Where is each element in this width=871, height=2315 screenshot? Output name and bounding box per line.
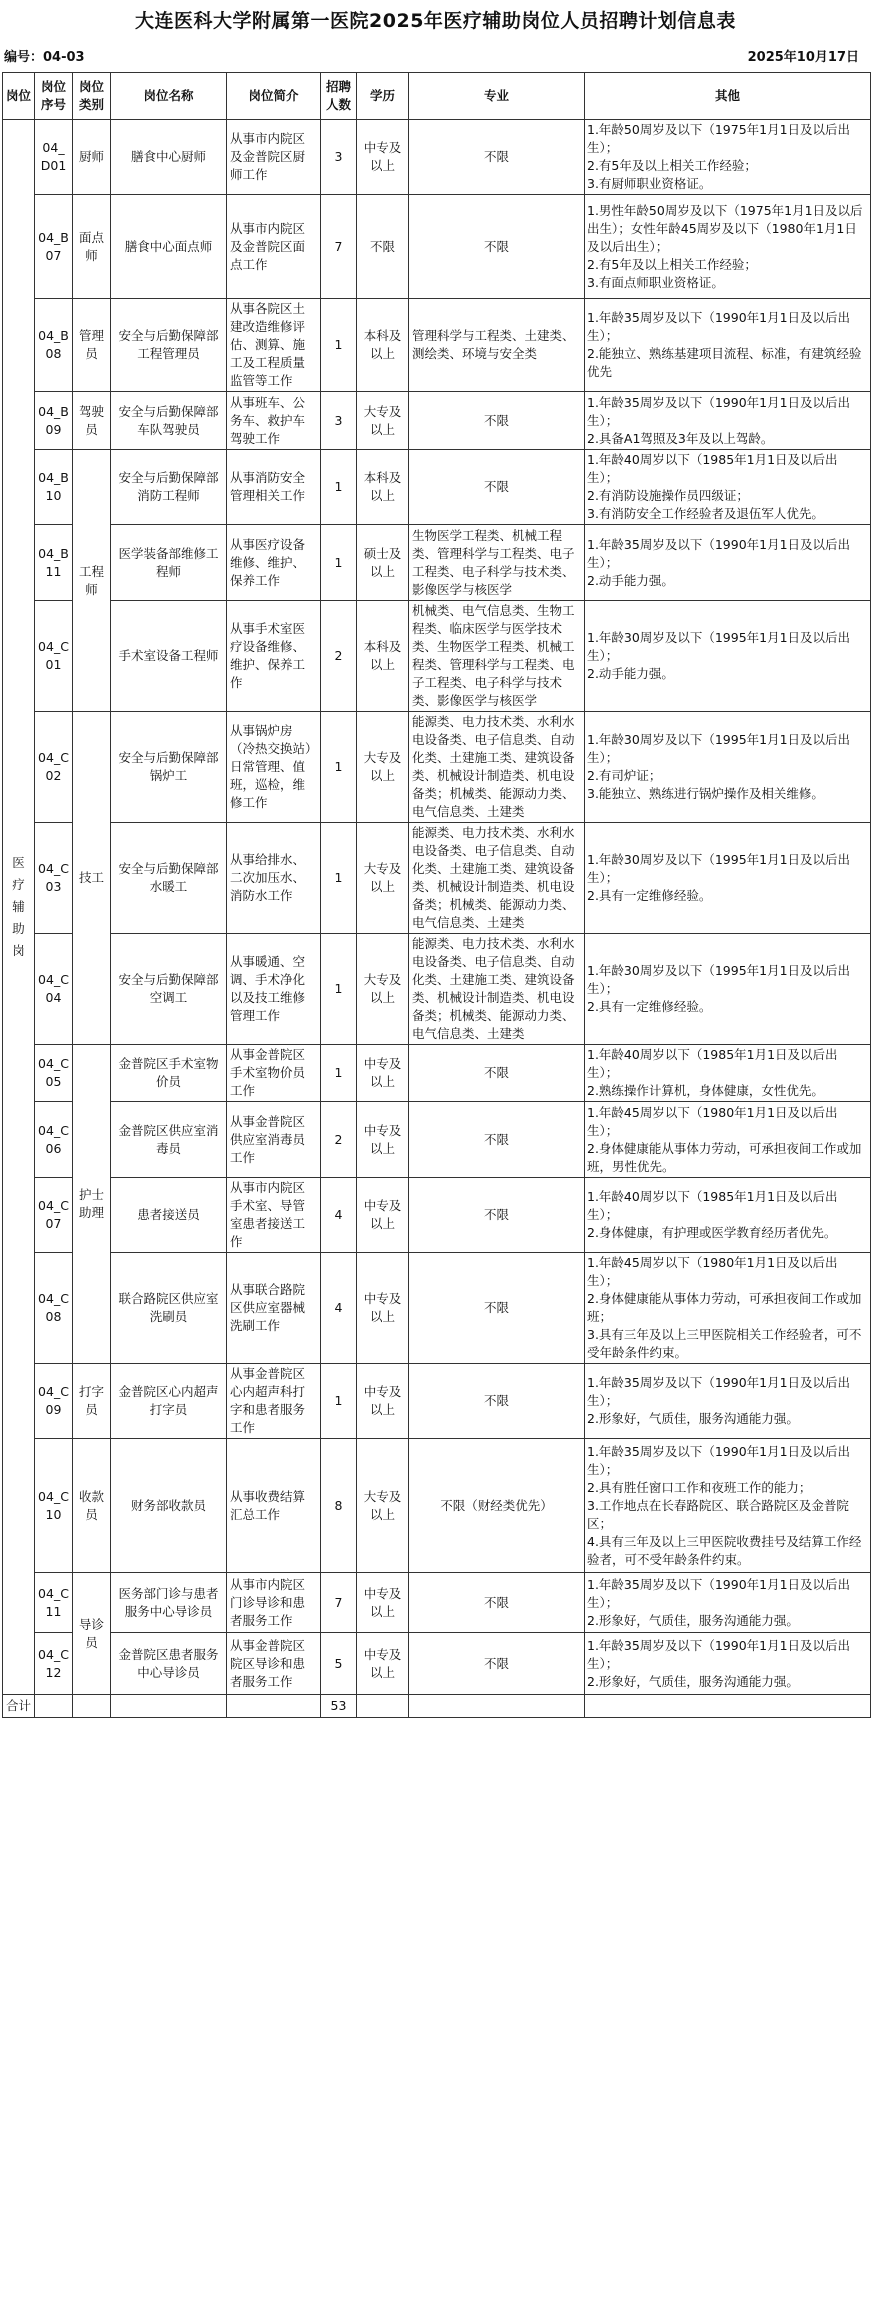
other-cell xyxy=(585,712,871,823)
page-title: 大连医科大学附属第一医院2025年医疗辅助岗位人员招聘计划信息表 xyxy=(135,10,736,32)
requirement-line: 2.有司炉证； xyxy=(587,768,662,783)
table-row xyxy=(3,1045,871,1102)
header-major: 专业 xyxy=(409,73,585,120)
table-row xyxy=(3,392,871,450)
num-cell: 1 xyxy=(321,712,357,823)
edu-cell: 中专及以上 xyxy=(357,1253,409,1364)
seq-cell: 04_C03 xyxy=(35,823,73,934)
category-cell: 收款员 xyxy=(73,1439,111,1573)
name-cell: 财务部收款员 xyxy=(111,1439,227,1573)
category-cell: 护士助理 xyxy=(73,1045,111,1364)
major-cell: 不限 xyxy=(409,450,585,525)
name-cell: 安全与后勤保障部水暖工 xyxy=(111,823,227,934)
table-row xyxy=(3,525,871,601)
category-cell: 面点师 xyxy=(73,195,111,299)
other-cell xyxy=(585,823,871,934)
num-cell: 1 xyxy=(321,823,357,934)
category-cell: 导诊员 xyxy=(73,1573,111,1695)
total-label: 合计 xyxy=(3,1695,35,1718)
requirement-line: 2.形象好，气质佳，服务沟通能力强。 xyxy=(587,1411,799,1426)
name-cell: 膳食中心厨师 xyxy=(111,120,227,195)
edu-cell: 大专及以上 xyxy=(357,934,409,1045)
intro-cell: 从事金普院区供应室消毒员工作 xyxy=(227,1102,321,1178)
edu-cell: 本科及以上 xyxy=(357,601,409,712)
seq-cell: 04_C06 xyxy=(35,1102,73,1178)
requirement-line: 1.年龄35周岁及以下（1990年1月1日及以后出生）； xyxy=(587,394,851,428)
major-cell: 机械类、电气信息类、生物工程类、临床医学与医学技术类、生物医学工程类、机械工程类、管理科学与工程类、电子工程类、电子科学与技术类、影像医学与核医学 xyxy=(409,601,585,712)
requirement-line: 3.工作地点在长春路院区、联合路院区及金普院区； xyxy=(587,1497,849,1531)
name-cell: 金普院区手术室物价员 xyxy=(111,1045,227,1102)
num-cell: 5 xyxy=(321,1633,357,1695)
other-cell xyxy=(585,1178,871,1253)
major-cell: 不限 xyxy=(409,1253,585,1364)
requirement-line: 3.具有三年及以上三甲医院相关工作经验者，可不受年龄条件约束。 xyxy=(587,1327,862,1360)
seq-cell: 04_C01 xyxy=(35,601,73,712)
other-cell xyxy=(585,1253,871,1364)
other-cell xyxy=(585,450,871,525)
major-cell: 能源类、电力技术类、水利水电设备类、电子信息类、自动化类、土建施工类、建筑设备类、机械设计制造类、机电设备类；机械类、能源动力类、电气信息类、土建类 xyxy=(409,712,585,823)
requirement-line: 2.形象好，气质佳，服务沟通能力强。 xyxy=(587,1673,799,1689)
edu-cell: 中专及以上 xyxy=(357,1102,409,1178)
total-num: 53 xyxy=(321,1695,357,1718)
major-cell: 不限 xyxy=(409,1102,585,1178)
intro-cell: 从事收费结算汇总工作 xyxy=(227,1439,321,1573)
name-cell: 安全与后勤保障部车队驾驶员 xyxy=(111,392,227,450)
requirement-line: 1.年龄40周岁以下（1985年1月1日及以后出生）； xyxy=(587,1189,838,1222)
table-row xyxy=(3,1253,871,1364)
empty-cell xyxy=(111,1695,227,1718)
name-cell: 手术室设备工程师 xyxy=(111,601,227,712)
num-cell: 3 xyxy=(321,392,357,450)
num-cell: 4 xyxy=(321,1178,357,1253)
num-cell: 2 xyxy=(321,1102,357,1178)
num-cell: 1 xyxy=(321,934,357,1045)
edu-cell: 中专及以上 xyxy=(357,1364,409,1439)
header-other: 其他 xyxy=(585,73,871,120)
header-intro: 岗位简介 xyxy=(227,73,321,120)
requirement-line: 3.能独立、熟练进行锅炉操作及相关维修。 xyxy=(587,786,824,801)
requirement-line: 2.具有胜任窗口工作和夜班工作的能力； xyxy=(587,1479,812,1495)
other-cell xyxy=(585,1045,871,1102)
edu-cell: 本科及以上 xyxy=(357,450,409,525)
edu-cell: 大专及以上 xyxy=(357,392,409,450)
seq-cell: 04_C09 xyxy=(35,1364,73,1439)
num-cell: 3 xyxy=(321,120,357,195)
intro-cell: 从事联合路院区供应室器械洗刷工作 xyxy=(227,1253,321,1364)
table-row xyxy=(3,823,871,934)
header-edu: 学历 xyxy=(357,73,409,120)
table-row xyxy=(3,712,871,823)
requirement-line: 2.有5年及以上相关工作经验； xyxy=(587,158,757,173)
other-cell xyxy=(585,299,871,392)
requirement-line: 1.年龄35周岁及以下（1990年1月1日及以后出生）； xyxy=(587,1375,851,1408)
requirement-line: 1.年龄35周岁及以下（1990年1月1日及以后出生）； xyxy=(587,1443,851,1477)
table-row xyxy=(3,120,871,195)
seq-cell: 04_D01 xyxy=(35,120,73,195)
requirement-line: 2.身体健康，有护理或医学教育经历者优先。 xyxy=(587,1225,837,1240)
intro-cell: 从事市内院区及金普院区厨师工作 xyxy=(227,120,321,195)
name-cell: 金普院区患者服务中心导诊员 xyxy=(111,1633,227,1695)
header-num: 招聘人数 xyxy=(321,73,357,120)
table-row xyxy=(3,195,871,299)
table-row xyxy=(3,450,871,525)
major-cell: 能源类、电力技术类、水利水电设备类、电子信息类、自动化类、土建施工类、建筑设备类、机械设计制造类、机电设备类；机械类、能源动力类、电气信息类、土建类 xyxy=(409,934,585,1045)
empty-cell xyxy=(357,1695,409,1718)
other-cell xyxy=(585,120,871,195)
requirement-line: 1.年龄50周岁及以下（1975年1月1日及以后出生）； xyxy=(587,122,851,155)
table-row xyxy=(3,934,871,1045)
requirement-line: 1.年龄35周岁及以下（1990年1月1日及以后出生）； xyxy=(587,1576,851,1610)
num-cell: 1 xyxy=(321,450,357,525)
category-cell: 打字员 xyxy=(73,1364,111,1439)
group-cell xyxy=(3,120,35,1695)
intro-cell: 从事金普院区手术室物价员工作 xyxy=(227,1045,321,1102)
empty-cell xyxy=(227,1695,321,1718)
edu-cell: 大专及以上 xyxy=(357,823,409,934)
num-cell: 1 xyxy=(321,525,357,601)
name-cell: 医学装备部维修工程师 xyxy=(111,525,227,601)
category-cell: 驾驶员 xyxy=(73,392,111,450)
edu-cell: 本科及以上 xyxy=(357,299,409,392)
category-cell: 管理员 xyxy=(73,299,111,392)
requirement-line: 1.年龄30周岁及以下（1995年1月1日及以后出生）； xyxy=(587,732,851,765)
requirement-line: 1.年龄35周岁及以下（1990年1月1日及以后出生）； xyxy=(587,1637,851,1671)
intro-cell: 从事市内院区门诊导诊和患者服务工作 xyxy=(227,1573,321,1633)
recruitment-table xyxy=(2,72,871,1718)
major-cell: 不限 xyxy=(409,1364,585,1439)
intro-cell: 从事各院区土建改造维修评估、测算、施工及工程质量监管等工作 xyxy=(227,299,321,392)
header-cat: 岗位类别 xyxy=(73,73,111,120)
num-cell: 7 xyxy=(321,195,357,299)
seq-cell: 04_C08 xyxy=(35,1253,73,1364)
edu-cell: 中专及以上 xyxy=(357,1633,409,1695)
intro-cell: 从事锅炉房（冷热交换站）日常管理、值班，巡检，维修工作 xyxy=(227,712,321,823)
name-cell: 联合路院区供应室洗刷员 xyxy=(111,1253,227,1364)
intro-cell: 从事市内院区手术室、导管室患者接送工作 xyxy=(227,1178,321,1253)
edu-cell: 硕士及以上 xyxy=(357,525,409,601)
edu-cell: 大专及以上 xyxy=(357,712,409,823)
requirement-line: 2.能独立、熟练基建项目流程、标准，有建筑经验优先 xyxy=(587,346,862,379)
category-cell: 技工 xyxy=(73,712,111,1045)
seq-cell: 04_B11 xyxy=(35,525,73,601)
requirement-line: 3.有消防安全工作经验者及退伍军人优先。 xyxy=(587,506,824,521)
other-cell xyxy=(585,1102,871,1178)
num-cell: 7 xyxy=(321,1573,357,1633)
seq-cell: 04_C07 xyxy=(35,1178,73,1253)
major-cell: 不限 xyxy=(409,120,585,195)
group-label: 医疗辅助岗 xyxy=(12,855,25,958)
requirement-line: 1.男性年龄50周岁及以下（1975年1月1日及以后出生）；女性年龄45周岁及以下（1980年1月1日及以后出生）； xyxy=(587,202,863,254)
major-cell: 管理科学与工程类、土建类、测绘类、环境与安全类 xyxy=(409,299,585,392)
intro-cell: 从事给排水、二次加压水、消防水工作 xyxy=(227,823,321,934)
name-cell: 金普院区供应室消毒员 xyxy=(111,1102,227,1178)
doc-date: 2025年10月17日 xyxy=(747,50,859,65)
category-cell: 厨师 xyxy=(73,120,111,195)
requirement-line: 1.年龄45周岁以下（1980年1月1日及以后出生）； xyxy=(587,1104,838,1138)
name-cell: 安全与后勤保障部工程管理员 xyxy=(111,299,227,392)
major-cell: 生物医学工程类、机械工程类、管理科学与工程类、电子工程类、电子科学与技术类、影像医学与核医学 xyxy=(409,525,585,601)
requirement-line: 2.动手能力强。 xyxy=(587,572,674,588)
name-cell: 膳食中心面点师 xyxy=(111,195,227,299)
edu-cell: 中专及以上 xyxy=(357,1045,409,1102)
intro-cell: 从事消防安全管理相关工作 xyxy=(227,450,321,525)
seq-cell: 04_B08 xyxy=(35,299,73,392)
edu-cell: 中专及以上 xyxy=(357,1573,409,1633)
total-row xyxy=(3,1695,871,1718)
other-cell xyxy=(585,1439,871,1573)
header-row xyxy=(3,73,871,120)
intro-cell: 从事市内院区及金普院区面点工作 xyxy=(227,195,321,299)
requirement-line: 1.年龄40周岁以下（1985年1月1日及以后出生）； xyxy=(587,452,838,485)
requirement-line: 2.形象好，气质佳，服务沟通能力强。 xyxy=(587,1612,799,1628)
seq-cell: 04_C11 xyxy=(35,1573,73,1633)
num-cell: 4 xyxy=(321,1253,357,1364)
major-cell: 不限（财经类优先） xyxy=(409,1439,585,1573)
requirement-line: 2.具备A1驾照及3年及以上驾龄。 xyxy=(587,430,774,446)
table-row xyxy=(3,1102,871,1178)
major-cell: 不限 xyxy=(409,1045,585,1102)
num-cell: 8 xyxy=(321,1439,357,1573)
seq-cell: 04_B10 xyxy=(35,450,73,525)
other-cell xyxy=(585,525,871,601)
edu-cell: 中专及以上 xyxy=(357,120,409,195)
requirement-line: 1.年龄35周岁及以下（1990年1月1日及以后出生）； xyxy=(587,310,851,343)
major-cell: 不限 xyxy=(409,1573,585,1633)
table-row xyxy=(3,1178,871,1253)
requirement-line: 3.有面点师职业资格证。 xyxy=(587,274,724,290)
doc-number: 编号：04-03 xyxy=(4,50,85,65)
table-row xyxy=(3,1439,871,1573)
major-cell: 不限 xyxy=(409,392,585,450)
seq-cell: 04_C05 xyxy=(35,1045,73,1102)
major-cell: 能源类、电力技术类、水利水电设备类、电子信息类、自动化类、土建施工类、建筑设备类、机械设计制造类、机电设备类；机械类、能源动力类、电气信息类、土建类 xyxy=(409,823,585,934)
major-cell: 不限 xyxy=(409,1633,585,1695)
other-cell xyxy=(585,601,871,712)
header-gw: 岗位 xyxy=(3,73,35,120)
table-row xyxy=(3,1633,871,1695)
table-row xyxy=(3,1573,871,1633)
seq-cell: 04_B07 xyxy=(35,195,73,299)
intro-cell: 从事金普院区心内超声科打字和患者服务工作 xyxy=(227,1364,321,1439)
table-row xyxy=(3,299,871,392)
requirement-line: 1.年龄40周岁以下（1985年1月1日及以后出生）； xyxy=(587,1047,838,1080)
requirement-line: 1.年龄35周岁及以下（1990年1月1日及以后出生）； xyxy=(587,536,851,570)
edu-cell: 不限 xyxy=(357,195,409,299)
table-row xyxy=(3,1364,871,1439)
num-cell: 1 xyxy=(321,299,357,392)
other-cell xyxy=(585,195,871,299)
num-cell: 1 xyxy=(321,1045,357,1102)
name-cell: 患者接送员 xyxy=(111,1178,227,1253)
empty-cell xyxy=(35,1695,73,1718)
requirement-line: 4.具有三年及以上三甲医院收费挂号及结算工作经验者，可不受年龄条件约束。 xyxy=(587,1533,862,1567)
requirement-line: 2.有消防设施操作员四级证； xyxy=(587,488,749,503)
other-cell xyxy=(585,934,871,1045)
name-cell: 安全与后勤保障部空调工 xyxy=(111,934,227,1045)
header-seq: 岗位序号 xyxy=(35,73,73,120)
other-cell xyxy=(585,1364,871,1439)
intro-cell: 从事手术室医疗设备维修、维护、保养工作 xyxy=(227,601,321,712)
requirement-line: 1.年龄30周岁及以下（1995年1月1日及以后出生）； xyxy=(587,630,851,663)
requirement-line: 2.熟练操作计算机，身体健康，女性优先。 xyxy=(587,1083,824,1098)
other-cell xyxy=(585,1573,871,1633)
name-cell: 医务部门诊与患者服务中心导诊员 xyxy=(111,1573,227,1633)
intro-cell: 从事暖通、空调、手术净化以及技工维修管理工作 xyxy=(227,934,321,1045)
intro-cell: 从事医疗设备维修、维护、保养工作 xyxy=(227,525,321,601)
seq-cell: 04_C04 xyxy=(35,934,73,1045)
requirement-line: 1.年龄30周岁及以下（1995年1月1日及以后出生）； xyxy=(587,852,851,885)
other-cell xyxy=(585,1633,871,1695)
requirement-line: 2.具有一定维修经验。 xyxy=(587,999,712,1014)
other-cell xyxy=(585,392,871,450)
requirement-line: 2.动手能力强。 xyxy=(587,666,674,681)
empty-cell xyxy=(73,1695,111,1718)
seq-cell: 04_B09 xyxy=(35,392,73,450)
name-cell: 安全与后勤保障部消防工程师 xyxy=(111,450,227,525)
name-cell: 金普院区心内超声打字员 xyxy=(111,1364,227,1439)
edu-cell: 大专及以上 xyxy=(357,1439,409,1573)
num-cell: 1 xyxy=(321,1364,357,1439)
intro-cell: 从事班车、公务车、救护车驾驶工作 xyxy=(227,392,321,450)
table-row xyxy=(3,601,871,712)
header-name: 岗位名称 xyxy=(111,73,227,120)
requirement-line: 2.有5年及以上相关工作经验； xyxy=(587,256,757,272)
requirement-line: 2.身体健康能从事体力劳动，可承担夜间工作或加班，男性优先。 xyxy=(587,1140,862,1174)
major-cell: 不限 xyxy=(409,1178,585,1253)
seq-cell: 04_C02 xyxy=(35,712,73,823)
requirement-line: 2.身体健康能从事体力劳动，可承担夜间工作或加班； xyxy=(587,1291,862,1324)
category-cell: 工程师 xyxy=(73,450,111,712)
intro-cell: 从事金普院区院区导诊和患者服务工作 xyxy=(227,1633,321,1695)
num-cell: 2 xyxy=(321,601,357,712)
seq-cell: 04_C12 xyxy=(35,1633,73,1695)
requirement-line: 3.有厨师职业资格证。 xyxy=(587,176,712,191)
requirement-line: 2.具有一定维修经验。 xyxy=(587,888,712,903)
empty-cell xyxy=(409,1695,585,1718)
requirement-line: 1.年龄30周岁及以下（1995年1月1日及以后出生）； xyxy=(587,963,851,996)
requirement-line: 1.年龄45周岁以下（1980年1月1日及以后出生）； xyxy=(587,1255,838,1288)
seq-cell: 04_C10 xyxy=(35,1439,73,1573)
name-cell: 安全与后勤保障部锅炉工 xyxy=(111,712,227,823)
edu-cell: 中专及以上 xyxy=(357,1178,409,1253)
major-cell: 不限 xyxy=(409,195,585,299)
empty-cell xyxy=(585,1695,871,1718)
